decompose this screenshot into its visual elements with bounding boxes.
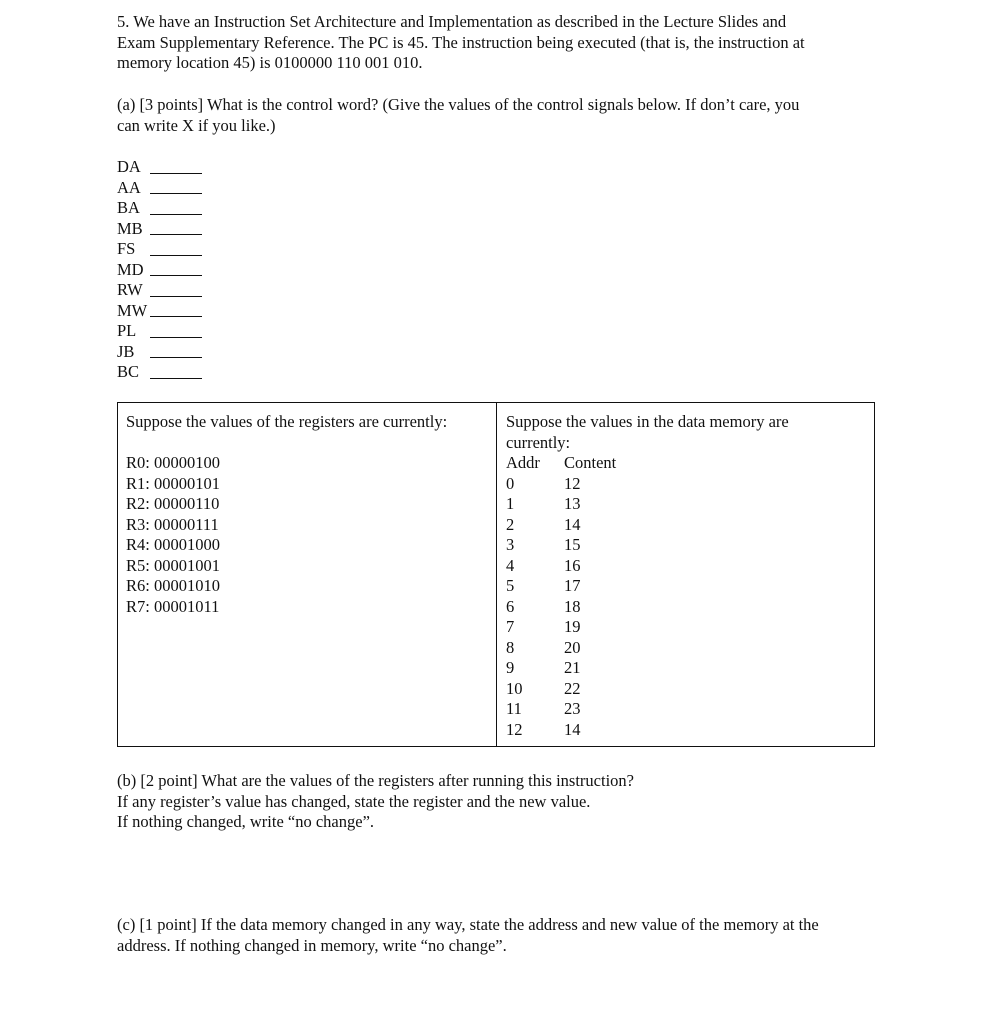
signal-row-mb [117,219,202,240]
part-b-line: If any register’s value has changed, state the register and the new value. [117,791,591,811]
register-value: R1: 00000101 [126,473,220,493]
addr-header: Addr [506,453,540,472]
signal-label: JB [117,341,135,361]
memory-content: 12 [564,473,581,493]
memory-addr: 7 [506,617,515,636]
part-a-question [117,95,887,136]
signal-row-md [117,260,202,281]
memory-row [506,576,866,597]
memory-content: 15 [564,535,581,554]
signal-row-jb [117,342,202,363]
memory-content: 21 [564,658,581,677]
signal-label: MD [117,259,144,279]
memory-row [506,679,866,700]
signal-row-da [117,157,202,178]
signal-row-aa [117,178,202,199]
part-a-line: (a) [3 points] What is the control word? (Give the values of the control signals below. If don’t care, you [117,95,800,114]
register-value: R2: 00000110 [126,494,220,513]
memory-addr: 2 [506,514,515,534]
register-list [126,453,486,617]
register-value: R4: 00001000 [126,535,220,554]
memory-content: 23 [564,699,581,718]
memory-heading: currently: [506,432,571,452]
question-intro [117,12,887,74]
intro-line: Exam Supplementary Reference. The PC is 45. The instruction being executed (that is, the instruction at [117,32,805,52]
signal-row-fs [117,239,202,260]
register-value: R3: 00000111 [126,514,219,534]
answer-blank[interactable] [150,357,202,358]
registers-heading: Suppose the values of the registers are currently: [126,412,448,431]
memory-heading: Suppose the values in the data memory are [506,412,789,431]
memory-row [506,474,866,495]
state-table [117,402,875,747]
memory-row [506,638,866,659]
memory-row [506,597,866,618]
memory-row [506,720,866,741]
memory-addr: 8 [506,637,515,657]
memory-row [506,699,866,720]
intro-line: memory location 45) is 0100000 110 001 010. [117,53,423,72]
memory-row [506,658,866,679]
answer-blank[interactable] [150,214,202,215]
memory-addr: 11 [506,699,522,718]
memory-content: 14 [564,719,581,739]
part-b-question [117,771,887,833]
register-value: R6: 00001010 [126,576,220,595]
signal-label: BA [117,198,140,217]
memory-content: 13 [564,494,581,513]
signal-label: FS [117,239,136,258]
answer-blank[interactable] [150,296,202,297]
signal-row-pl [117,321,202,342]
signal-label: PL [117,321,137,340]
part-c-question [117,915,887,956]
memory-addr: 12 [506,719,523,739]
memory-column [506,412,866,740]
memory-addr: 3 [506,535,515,554]
memory-addr: 4 [506,555,515,575]
memory-addr: 10 [506,678,523,698]
memory-addr: 9 [506,658,515,677]
answer-blank[interactable] [150,316,202,317]
signal-row-ba [117,198,202,219]
signal-label: RW [117,280,143,299]
memory-row [506,617,866,638]
register-value: R7: 00001011 [126,596,220,616]
control-signal-list [117,157,202,383]
memory-content: 17 [564,576,581,595]
memory-row [506,515,866,536]
part-c-line: (c) [1 point] If the data memory changed in any way, state the address and new value of the memory at the [117,915,819,934]
signal-label: AA [117,177,141,197]
memory-header-row [506,453,866,474]
signal-row-rw [117,280,202,301]
memory-addr: 6 [506,596,515,616]
answer-blank[interactable] [150,173,202,174]
signal-label: BC [117,362,140,381]
memory-content: 19 [564,617,581,636]
memory-content: 18 [564,596,581,616]
part-c-line: address. If nothing changed in memory, write “no change”. [117,935,507,955]
answer-blank[interactable] [150,255,202,256]
part-b-line: (b) [2 point] What are the values of the registers after running this instruction? [117,771,634,790]
content-header: Content [564,453,617,472]
register-value: R5: 00001001 [126,555,220,575]
answer-blank[interactable] [150,234,202,235]
signal-row-bc [117,362,202,383]
signal-row-mw [117,301,202,322]
memory-row [506,556,866,577]
memory-content: 20 [564,637,581,657]
registers-column [126,412,486,617]
memory-content: 16 [564,555,581,575]
memory-addr: 1 [506,494,515,513]
memory-addr: 5 [506,576,515,595]
memory-addr: 0 [506,473,515,493]
intro-line: 5. We have an Instruction Set Architecture and Implementation as described in the Lecture Slides and [117,12,787,31]
memory-row [506,494,866,515]
signal-label: DA [117,157,141,176]
answer-blank[interactable] [150,337,202,338]
memory-content: 14 [564,514,581,534]
answer-blank[interactable] [150,193,202,194]
part-b-line: If nothing changed, write “no change”. [117,812,375,831]
part-a-line: can write X if you like.) [117,115,276,135]
memory-row [506,535,866,556]
answer-blank[interactable] [150,378,202,379]
register-value: R0: 00000100 [126,453,220,472]
memory-content: 22 [564,678,581,698]
signal-label: MW [117,300,148,320]
column-divider [496,403,497,746]
answer-blank[interactable] [150,275,202,276]
signal-label: MB [117,218,143,238]
